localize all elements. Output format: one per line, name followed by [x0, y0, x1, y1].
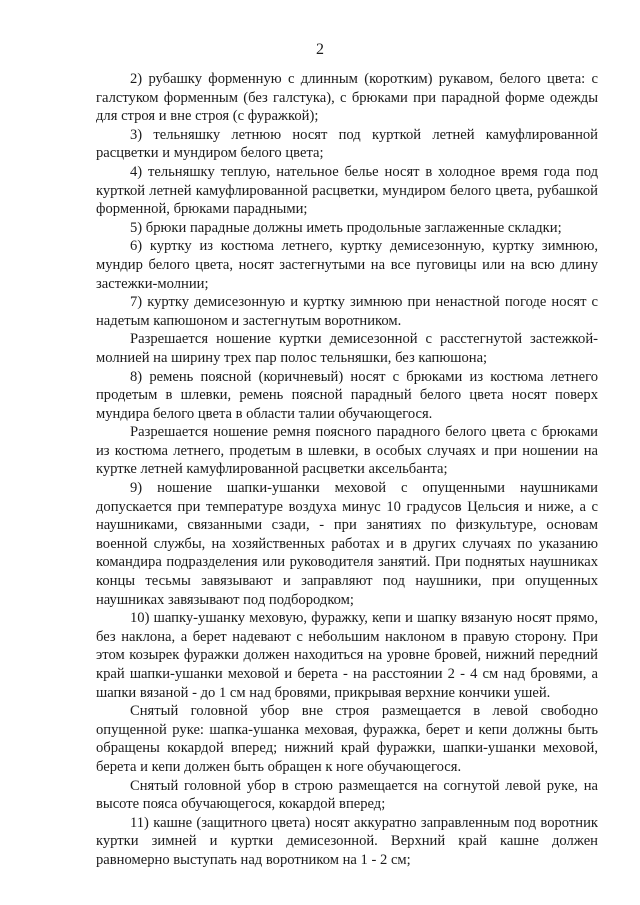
paragraph-item-8-permission: Разрешается ношение ремня поясного парадного белого цвета с брюками из костюма летнего, продетым в шлевки, в особых случаях и при ношении на куртке летней камуфлированной расцветки аксельбанта; — [96, 424, 598, 478]
paragraph-item-9: 9) ношение шапки-ушанки меховой с опущенными наушниками допускается при температуре воздуха минус 10 градусов Цельсия и ниже, а с наушниками, связанными сзади, - при занятиях по физкультуре, основам военной службы, на хозяйственных работах и в других случаях по указанию командира подразделения или руководителя занятий. При поднятых наушниках концы тесьмы завязывают и заправляют под наушники, при опущенных наушниках завязывают под подбородком; — [96, 480, 598, 608]
paragraph-item-6: 6) куртку из костюма летнего, куртку демисезонную, куртку зимнюю, мундир белого цвета, носят застегнутыми на все пуговицы или на всю длину застежки-молнии; — [96, 238, 598, 292]
paragraph-item-4: 4) тельняшку теплую, нательное белье носят в холодное время года под курткой летней камуфлированной расцветки, мундиром белого цвета, рубашкой форменной, брюками парадными; — [96, 163, 598, 218]
page-number: 2 — [316, 41, 324, 58]
paragraph-item-11: 11) кашне (защитного цвета) носят аккуратно заправленным под воротник куртки зимней и куртки демисезонной. Верхний край кашне должен равномерно выступать над воротником на 1 - 2 см; — [96, 814, 598, 868]
paragraph-item-7-permission: Разрешается ношение куртки демисезонной с расстегнутой застежкой-молнией на ширину трех пар полос тельняшки, без капюшона; — [96, 331, 598, 366]
paragraph-item-7: 7) куртку демисезонную и куртку зимнюю при ненастной погоде носят с надетым капюшоном и застегнутым воротником. — [96, 294, 598, 329]
paragraph-item-3: 3) тельняшку летнюю носят под курткой летней камуфлированной расцветки и мундиром белого цвета; — [96, 126, 598, 162]
paragraph-headwear-outside-formation: Снятый головной убор вне строя размещается в левой свободно опущенной руке: шапка-ушанка меховая, фуражка, берет и кепи должны быть обращены кокардой вперед; нижний край фуражки, шапки-ушанки меховой, берета и кепи должен быть обращен к ноге обучающегося. — [96, 703, 598, 775]
paragraph-item-5: 5) брюки парадные должны иметь продольные заглаженные складки; — [130, 219, 562, 236]
paragraph-item-2: 2) рубашку форменную с длинным (коротким) рукавом, белого цвета: с галстуком форменным (без галстука), с брюками при парадной форме одежды для строя и вне строя (с фуражкой); — [96, 71, 598, 125]
paragraph-item-8: 8) ремень поясной (коричневый) носят с брюками из костюма летнего продетым в шлевки, ремень поясной парадный белого цвета носят поверх мундира белого цвета в области талии обучающегося. — [96, 368, 598, 422]
paragraph-item-10: 10) шапку-ушанку меховую, фуражку, кепи и шапку вязаную носят прямо, без наклона, а берет надевают с небольшим наклоном в правую сторону. При этом козырек фуражки должен находиться на уровне бровей, нижний передний край шапки-ушанки меховой и берета - на расстоянии 2 - 4 см над бровями, а шапки вязаной - до 1 см над бровями, прикрывая верхние кончики ушей. — [96, 610, 598, 701]
paragraph-headwear-in-formation: Снятый головной убор в строю размещается на согнутой левой руке, на высоте пояса обучающегося, кокардой вперед; — [96, 777, 598, 813]
document-body — [96, 70, 598, 870]
